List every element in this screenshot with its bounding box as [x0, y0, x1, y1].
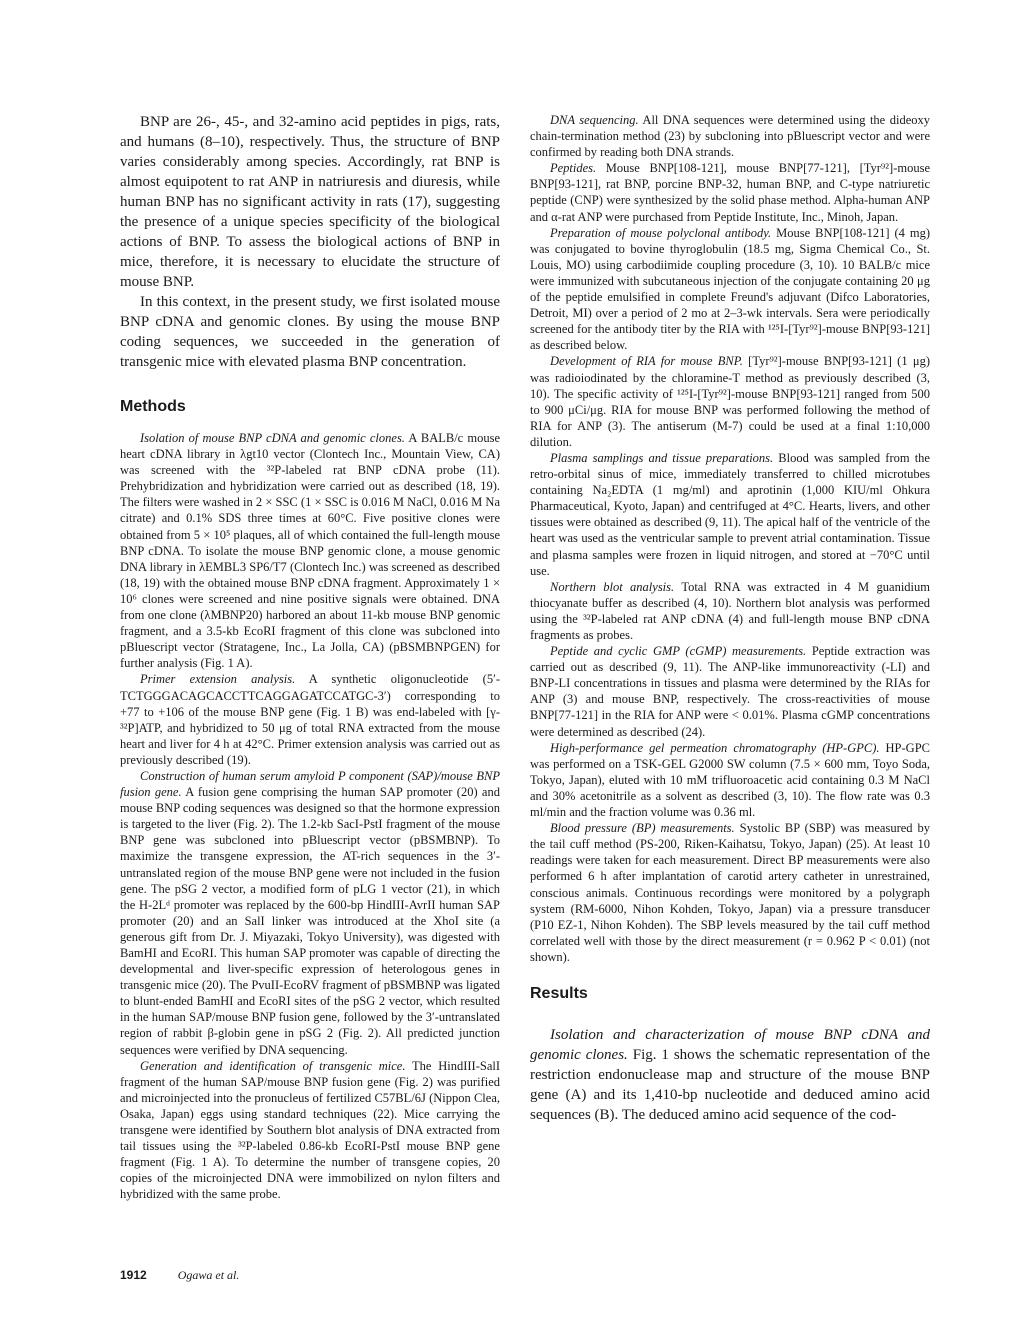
intro-paragraph-2: In this context, in the present study, we first isolated mouse BNP cDNA and genomic clones. By using the mouse BNP coding sequences, we succeeded in the generation of transgenic mice with elevated plasma BNP concentration.: [120, 294, 500, 370]
peptides-title: Peptides.: [550, 161, 597, 176]
transgenic-title: Generation and identification of transgenic mice.: [140, 1058, 406, 1073]
methods-transgenic-paragraph: [120, 1058, 500, 1203]
running-authors: Ogawa et al.: [177, 1268, 240, 1282]
methods-isolation-paragraph: [120, 430, 500, 671]
fusion-gene-body: A fusion gene comprising the human SAP promoter (20) and mouse BNP coding sequences was designed so that the hormone expression is targeted to the liver (Fig. 2). The 1.2-kb SacI-PstI fragment of the mouse BNP gene was subcloned into pBluescript vector (pBSMBNP). To maximize the transgene expression, the AT-rich sequences in the 3′-untranslated region of the mouse BNP gene were not included in the fusion gene. The pSG 2 vector, a modified form of pLG 1 vector (21), in which the H-2Lᵈ promoter was replaced by the 600-bp HindIII-AvrII human SAP promoter (20) and an SalI linker was introduced at the XhoI site (a generous gift from Dr. J. Miyazaki, Tokyo University), was digested with BamHI and EcoRI. This human SAP promoter was capable of directing the developmental and liver-specific expression of heterologous genes in transgenic mice (20). The PvuII-EcoRV fragment of pBSMBNP was ligated to blunt-ended BamHI and EcoRI sites of the pSG 2 vector, which resulted in the human SAP/mouse BNP fusion gene, followed by the 3′-untranslated region of rabbit β-globin gene in pSG 2 (Fig. 2). All predicted junction sequences were verified by DNA sequencing.: [120, 785, 500, 1057]
isolation-body: A BALB/c mouse heart cDNA library in λgt10 vector (Clontech Inc., Mountain View, CA) was screened with the ³²P-labeled rat BNP cDNA probe (11). Prehybridization and hybridization were carried out as described (18, 19). The filters were washed in 2 × SSC (1 × SSC is 0.016 M NaCl, 0.016 M Na citrate) and 0.1% SDS three times at 60°C. Five positive clones were obtained from 5 × 10⁵ plaques, all of which contained the full-length mouse BNP cDNA. To isolate the mouse BNP genomic clone, a mouse genomic DNA library in λEMBL3 SP6/T7 (Clontech Inc.) was screened as described (18, 19) with the obtained mouse BNP cDNA fragment. Approximately 1 × 10⁶ clones were screened and nine positive signals were obtained. DNA from one clone (λMBNP20) harbored an about 11-kb mouse BNP genomic fragment, and a 3.5-kb EcoRI fragment of this clone was subcloned into pBluescript vector (Stratagene, Inc., La Jolla, CA) (pBSMBNPGEN) for further analysis (Fig. 1 A).: [120, 431, 500, 671]
methods-primer-paragraph: [120, 671, 500, 768]
cgmp-body: Peptide extraction was carried out as described (9, 11). The ANP-like immunoreactivity (-LI) and BNP-LI concentrations in tissues and plasma were determined by the RIAs for ANP (3) and mouse BNP, respectively. The cross-reactivities of mouse BNP[77-121] in the RIA for ANP were < 0.01%. Plasma cGMP concentrations were determined as described (24).: [530, 644, 930, 739]
bp-title: Blood pressure (BP) measurements.: [550, 821, 735, 836]
methods-dna-sequencing-paragraph: [530, 112, 930, 160]
isolation-title: Isolation of mouse BNP cDNA and genomic clones.: [140, 431, 405, 445]
page-footer: [120, 1268, 239, 1283]
transgenic-body: The HindIII-SalI fragment of the human SAP/mouse BNP fusion gene (Fig. 2) was purified and microinjected into the pronucleus of fertilized C57BL/6J (Nippon Clea, Osaka, Japan) eggs using standard techniques (22). Mice carrying the transgene were identified by Southern blot analysis of DNA extracted from tail tissues using the ³²P-labeled 0.86-kb EcoRI-PstI mouse BNP gene fragment (Fig. 1 A). To determine the number of transgene copies, 20 copies of the microinjected DNA were immobilized on nylon filters and hybridized with the same probe.: [120, 1058, 501, 1202]
methods-fusion-gene-paragraph: [120, 768, 500, 1058]
plasma-title: Plasma samplings and tissue preparations.: [550, 450, 774, 465]
hpgpc-body: HP-GPC was performed on a TSK-GEL G2000 SW column (7.5 × 600 mm, Toyo Soda, Tokyo, Japan), eluted with 10 mM trifluoroacetic acid containing 0.3 M NaCl and 30% acetonitrile as a solvent as described (3, 10). The flow rate was 0.3 ml/min and the fraction volume was 0.36 ml.: [530, 740, 930, 820]
ria-body: [Tyr⁹²]-mouse BNP[93-121] (1 μg) was radioiodinated by the chloramine-T method as previously described (3, 10). The specific activity of ¹²⁵I-[Tyr⁹²]-mouse BNP[93-121] ranged from 500 to 900 μCi/μg. RIA for mouse BNP was performed following the method of RIA for ANP (3). The antiserum (M-7) could be used at a final 1:10,000 dilution.: [530, 354, 930, 449]
peptides-body: Mouse BNP[108-121], mouse BNP[77-121], [Tyr⁹²]-mouse BNP[93-121], rat BNP, porcine BNP-32, human BNP, and C-type natriuretic peptide (CNP) were synthesized by the solid phase method. Alpha-human ANP and α-rat ANP were purchased from Peptide Institute, Inc., Minoh, Japan.: [530, 161, 930, 224]
methods-peptides-paragraph: [530, 160, 930, 224]
results-isolation-paragraph: [530, 1025, 930, 1125]
results-heading: Results: [530, 984, 588, 1002]
northern-title: Northern blot analysis.: [550, 579, 675, 594]
primer-title: Primer extension analysis.: [140, 672, 296, 687]
plasma-body: Blood was sampled from the retro-orbital sinus of mice, immediately transferred to chilled microtubes containing Na₂EDTA (1 mg/ml) and aprotinin (1,000 KIU/ml Ohkura Pharmaceutical, Kyoto, Japan) and centrifuged at 4°C. Hearts, livers, and other tissues were obtained as described (9, 11). The apical half of the ventricle of the heart was used as the ventricular sample to prevent atrial contamination. Tissue and plasma samples were frozen in liquid nitrogen, and stored at −70°C until use.: [530, 450, 930, 578]
methods-bp-paragraph: [530, 820, 930, 965]
methods-plasma-paragraph: [530, 450, 930, 579]
dna-sequencing-body: All DNA sequences were determined using the dideoxy chain-termination method (23) by subcloning into pBluescript vector and were confirmed by reading both DNA strands.: [530, 113, 930, 160]
antibody-title: Preparation of mouse polyclonal antibody.: [550, 225, 772, 240]
methods-ria-paragraph: [530, 353, 930, 450]
antibody-body: Mouse BNP[108-121] (4 mg) was conjugated to bovine thyroglobulin (18.5 mg, Sigma Chemical Co., St. Louis, MO) using carbodiimide coupling procedure (3, 10). 10 BALB/c mice were immunized with subcutaneous injection of the conjugate containing 20 μg of the peptide emulsified in complete Freund's adjuvant (Difco Laboratories, Detroit, MI) over a period of 2 mo at 2–3-wk intervals. Sera were periodically screened for the antibody titer by the RIA with ¹²⁵I-[Tyr⁹²]-mouse BNP[93-121] as described below.: [530, 225, 930, 353]
methods-hpgpc-paragraph: [530, 740, 930, 820]
primer-body: A synthetic oligonucleotide (5′-TCTGGGACAGCACCTTCAGGAGATCCATGC-3′) corresponding to +77 to +106 of the mouse BNP gene (Fig. 1 B) was end-labeled with [γ-³²P]ATP, and hybridized to 50 μg of total RNA extracted from the mouse heart and liver for 4 h at 42°C. Primer extension analysis was carried out as previously described (19).: [120, 672, 500, 767]
hpgpc-title: High-performance gel permeation chromatography (HP-GPC).: [550, 740, 880, 755]
dna-sequencing-title: DNA sequencing.: [550, 113, 639, 127]
northern-body: Total RNA was extracted in 4 M guanidium thiocyanate buffer as described (4, 10). Northern blot analysis was performed using the ³²P-labeled rat ANP cDNA (4) and full-length mouse BNP cDNA fragments as probes.: [530, 579, 930, 642]
results-isolation-title: Isolation and characterization of mouse BNP cDNA and genomic clones.: [530, 1026, 930, 1063]
fusion-gene-title: Construction of human serum amyloid P component (SAP)/mouse BNP fusion gene.: [120, 768, 500, 800]
methods-heading: Methods: [120, 398, 186, 415]
results-isolation-body: Fig. 1 shows the schematic representation of the restriction endonuclease map and structure of the mouse BNP gene (A) and its 1,410-bp nucleotide and deduced amino acid sequences (B). The deduced amino acid sequence of the cod-: [530, 1046, 930, 1123]
left-column: [120, 112, 500, 1203]
methods-northern-paragraph: [530, 579, 930, 643]
methods-cgmp-paragraph: [530, 643, 930, 740]
right-column: [530, 112, 930, 1125]
bp-body: Systolic BP (SBP) was measured by the tail cuff method (PS-200, Riken-Kaihatsu, Tokyo, Japan) (25). At least 10 readings were taken for each measurement. Direct BP measurements were also performed 6 h after implantation of carotid artery catheter in unrestrained, conscious animals. Continuous recordings were monitored by a polygraph system (RM-6000, Nihon Kohden, Tokyo, Japan) via a pressure transducer (P10 EZ-1, Nihon Kohden). The SBP levels measured by the tail cuff method correlated well with those by the direct measurement (r = 0.962 P < 0.01) (not shown).: [530, 821, 930, 964]
page-number: 1912: [120, 1268, 147, 1282]
methods-antibody-paragraph: [530, 225, 930, 354]
cgmp-title: Peptide and cyclic GMP (cGMP) measurements.: [550, 644, 807, 659]
intro-paragraph-1: BNP are 26-, 45-, and 32-amino acid peptides in pigs, rats, and humans (8–10), respectively. Thus, the structure of BNP varies considerably among species. Accordingly, rat BNP is almost equipotent to rat ANP in natriuresis and diuresis, while human BNP has no significant activity in rats (17), suggesting the presence of a unique species specificity of the biological actions of BNP. To assess the biological actions of BNP in mice, therefore, it is necessary to elucidate the structure of mouse BNP.: [120, 114, 500, 290]
ria-title: Development of RIA for mouse BNP.: [550, 354, 743, 369]
